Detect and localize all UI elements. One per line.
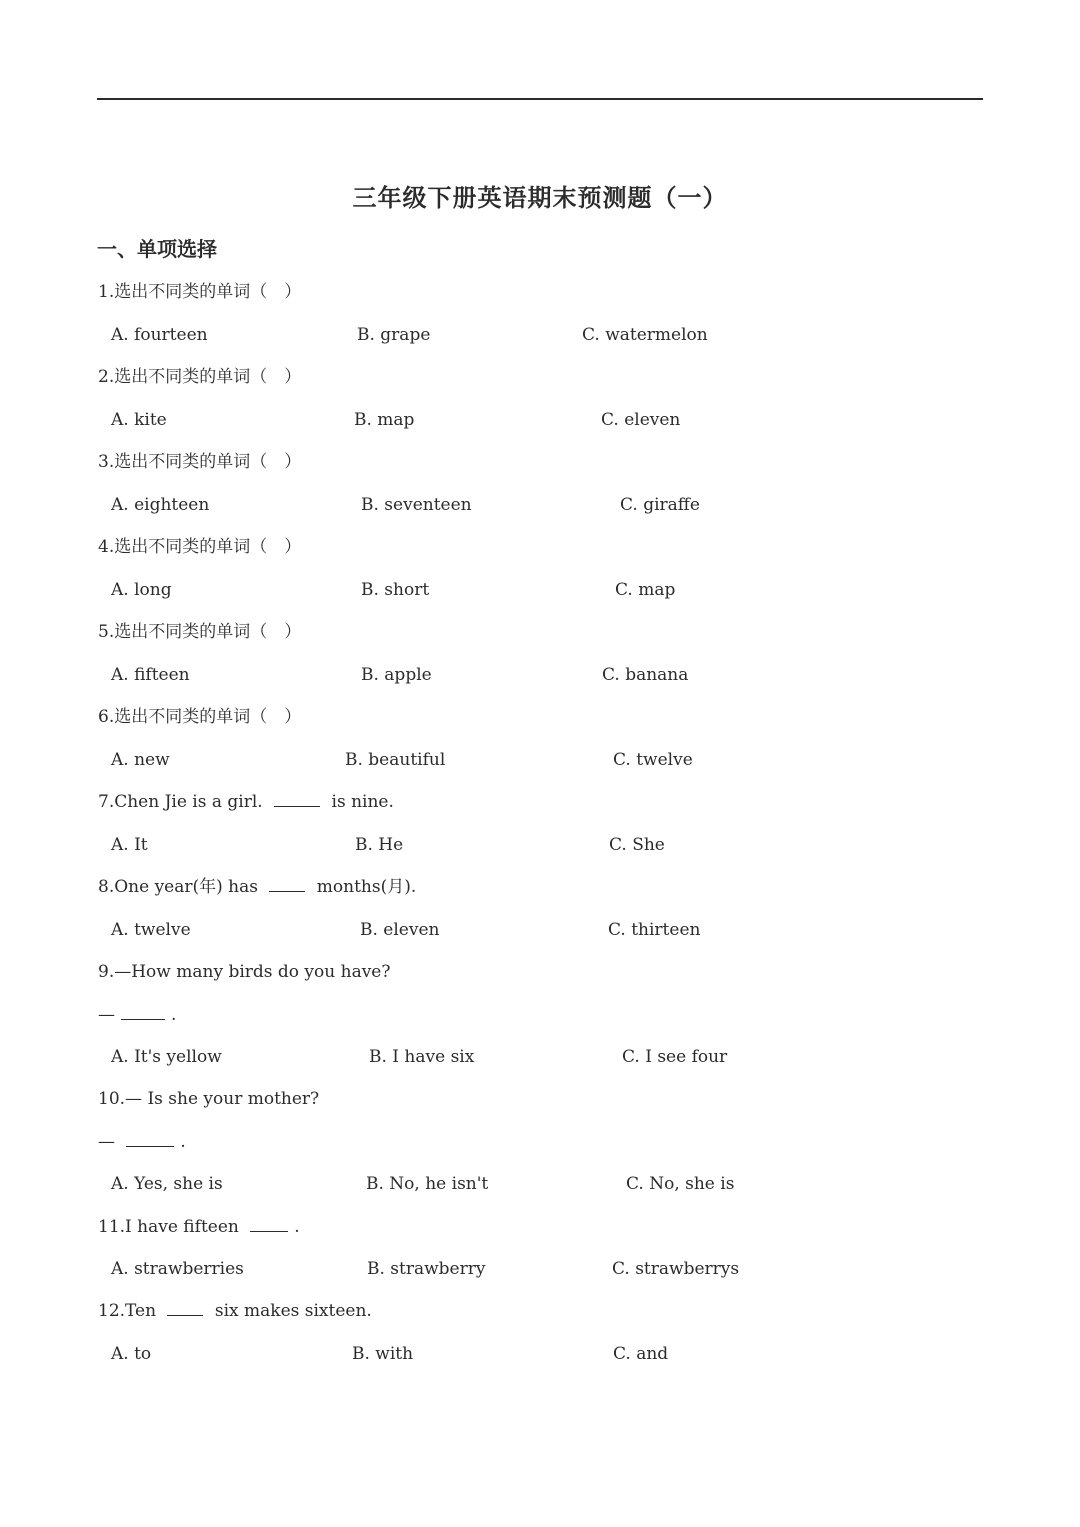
answer-option-a: A. new bbox=[111, 750, 170, 770]
answer-blank bbox=[269, 875, 305, 892]
stem-text-before-blank: 7.Chen Jie is a girl. bbox=[98, 792, 269, 812]
stem-text-after-blank: months(月). bbox=[311, 877, 417, 897]
answer-option-b: B. eleven bbox=[360, 920, 440, 940]
stem-text-after-blank: . bbox=[171, 1005, 177, 1025]
answer-option-a: A. It's yellow bbox=[111, 1047, 222, 1067]
question-stem: 6.选出不同类的单词（ ） bbox=[98, 707, 302, 727]
section-heading: 一、单项选择 bbox=[97, 237, 217, 261]
stem-text-after-blank: . bbox=[294, 1217, 300, 1237]
question-stem bbox=[98, 1299, 372, 1323]
answer-option-b: B. strawberry bbox=[367, 1259, 486, 1279]
answer-blank bbox=[167, 1299, 203, 1316]
answer-option-b: B. beautiful bbox=[345, 750, 446, 770]
answer-option-a: A. to bbox=[111, 1344, 152, 1364]
stem-text-before-blank: 11.I have fifteen bbox=[98, 1217, 245, 1237]
stem-text-before-blank: 8.One year(年) has bbox=[98, 877, 264, 897]
question-stem: 3.选出不同类的单词（ ） bbox=[98, 452, 302, 472]
answer-option-a: A. It bbox=[111, 835, 148, 855]
question-stem: 10.— Is she your mother? bbox=[98, 1089, 320, 1109]
answer-blank bbox=[250, 1215, 288, 1232]
answer-option-c: C. strawberrys bbox=[612, 1259, 740, 1279]
question-stem: 1.选出不同类的单词（ ） bbox=[98, 282, 302, 302]
answer-option-c: C. No, she is bbox=[626, 1174, 735, 1194]
question-stem: 2.选出不同类的单词（ ） bbox=[98, 367, 302, 387]
stem-text-after-blank: is nine. bbox=[326, 792, 394, 812]
answer-option-b: B. short bbox=[361, 580, 430, 600]
answer-option-b: B. with bbox=[352, 1344, 414, 1364]
answer-option-a: A. fifteen bbox=[111, 665, 190, 685]
question-stem: 5.选出不同类的单词（ ） bbox=[98, 622, 302, 642]
answer-blank bbox=[126, 1130, 174, 1147]
header-rule bbox=[97, 98, 983, 100]
answer-option-b: B. seventeen bbox=[361, 495, 472, 515]
stem-text-before-blank: 12.Ten bbox=[98, 1301, 162, 1321]
answer-option-c: C. She bbox=[609, 835, 665, 855]
answer-option-b: B. He bbox=[355, 835, 404, 855]
stem-text-after-blank: six makes sixteen. bbox=[209, 1301, 372, 1321]
stem-text-before-blank: — bbox=[98, 1005, 115, 1025]
answer-option-b: B. I have six bbox=[369, 1047, 475, 1067]
question-stem: 4.选出不同类的单词（ ） bbox=[98, 537, 302, 557]
answer-blank bbox=[121, 1003, 165, 1020]
document-title: 三年级下册英语期末预测题（一） bbox=[352, 184, 728, 212]
answer-blank bbox=[274, 790, 320, 807]
answer-option-a: A. fourteen bbox=[111, 325, 208, 345]
answer-option-c: C. eleven bbox=[601, 410, 681, 430]
answer-option-c: C. banana bbox=[602, 665, 689, 685]
answer-option-c: C. map bbox=[615, 580, 676, 600]
answer-option-a: A. twelve bbox=[111, 920, 191, 940]
question-stem bbox=[98, 875, 416, 899]
answer-option-a: A. strawberries bbox=[111, 1259, 244, 1279]
answer-option-b: B. apple bbox=[361, 665, 432, 685]
question-stem bbox=[98, 790, 394, 814]
answer-option-c: C. I see four bbox=[622, 1047, 728, 1067]
question-stem: 9.—How many birds do you have? bbox=[98, 962, 391, 982]
answer-option-a: A. kite bbox=[111, 410, 167, 430]
answer-option-c: C. giraffe bbox=[620, 495, 700, 515]
answer-option-c: C. thirteen bbox=[608, 920, 701, 940]
answer-option-c: C. twelve bbox=[613, 750, 693, 770]
question-stem bbox=[98, 1215, 300, 1239]
answer-option-a: A. Yes, she is bbox=[111, 1174, 223, 1194]
answer-option-b: B. map bbox=[354, 410, 415, 430]
answer-option-c: C. watermelon bbox=[582, 325, 708, 345]
answer-option-a: A. long bbox=[111, 580, 172, 600]
question-stem bbox=[98, 1130, 186, 1154]
question-stem bbox=[98, 1003, 176, 1027]
answer-option-a: A. eighteen bbox=[111, 495, 210, 515]
answer-option-c: C. and bbox=[613, 1344, 669, 1364]
stem-text-after-blank: . bbox=[180, 1132, 186, 1152]
answer-option-b: B. No, he isn't bbox=[366, 1174, 489, 1194]
answer-option-b: B. grape bbox=[357, 325, 431, 345]
stem-text-before-blank: — bbox=[98, 1132, 121, 1152]
